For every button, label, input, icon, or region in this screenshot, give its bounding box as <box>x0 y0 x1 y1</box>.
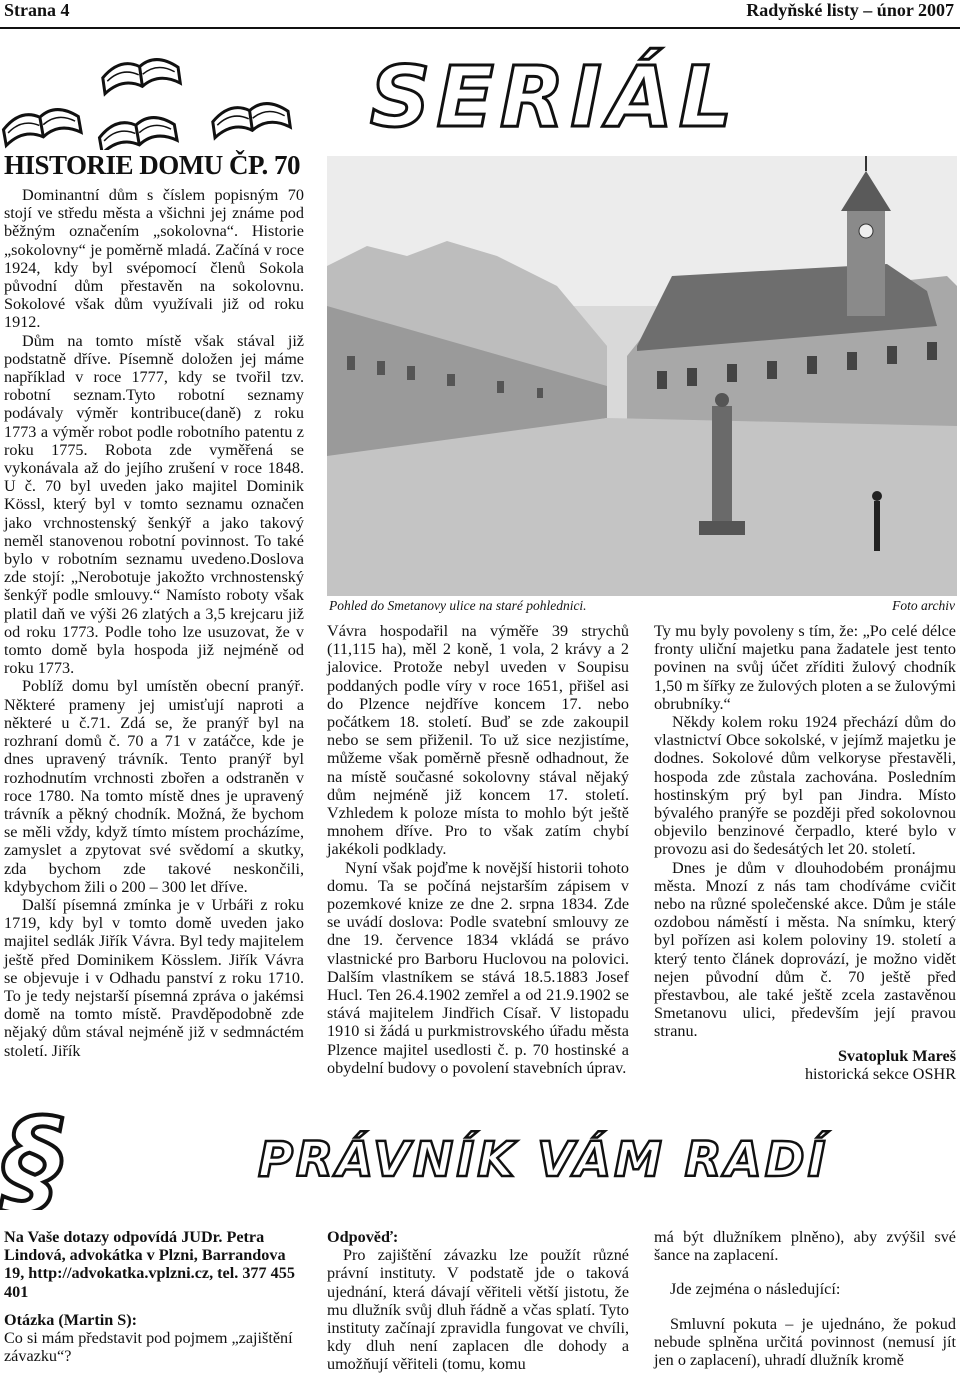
open-book-icon <box>101 57 180 94</box>
paragraph: Vávra hospodařil na výměře 39 strychů (11,115 ha), měl 2 koně, 1 vola, 2 krávy a 2 jalovice. Protože nebyl uveden v Soupisu poddaných podle víry v roce 1651, přišel asi do Plzence nejdříve koncem 17. nebo počátkem 18. století. Buď se zde zakoupil nebo se sem přiženil. To už sice nezjistíme, můžeme však poměrně přesně odhadnout, že na místě současné sokolovny stával nějaký dům nejméně již koncem 17. století. Vzhledem k poloze místa to mohlo být ještě mnohem dříve. Pro to však zatím chybí jakékoli podklady. <box>327 622 629 859</box>
paragraph: Dominantní dům s číslem popisným 70 stojí ve středu města a všichni jej známe pod běžným označením „sokolovna“. Historie „sokolovny“ je poměrně mladá. Začíná v roce 1924, kdy byl svépomocí členů Sokola původní dům přestavěn na sokolovnu. Sokolové však dům využívali již od roku 1912. <box>4 186 304 332</box>
lawyer-banner-text: PRÁVNÍK VÁM RADÍ <box>258 1132 829 1188</box>
publication-name: Radyňské listy – únor 2007 <box>746 0 954 20</box>
section-banner <box>340 44 960 144</box>
section-sign-icon: § <box>4 1106 63 1210</box>
answer-continued: má být dlužníkem plněno), aby zvýšil své šance na zaplacení. <box>654 1228 956 1265</box>
author-name: Svatopluk Mareš <box>838 1046 956 1065</box>
lawyer-column-1 <box>4 1228 304 1365</box>
lawyer-column-3 <box>654 1228 956 1369</box>
question-text: Co si mám představit pod pojmem „zajištění závazku“? <box>4 1329 293 1366</box>
article-column-2 <box>327 622 629 1077</box>
list-intro: Jde zejména o následující: <box>670 1280 841 1299</box>
lawyer-intro: Na Vaše dotazy odpovídá JUDr. Petra Lindová, advokátka v Plzni, Barrandova 19, http://advokatka.vplzni.cz, tel. 377 455 401 <box>4 1228 295 1301</box>
page-header <box>0 0 960 26</box>
article-column-1 <box>4 186 304 1060</box>
paragraph: Poblíž domu byl umístěn obecní pranýř. Některé prameny jej umisťují naproti a některé u č.71. Zdá se, že pranýř byl na rozhraní domů č. 70 a 71 v zatáčce, kde je dnes upravený trávník. Tento pranýř byl rozhodnutím vrchnosti zbořen a odstraněn v roce 1780. Na tomto místě dnes je upravený trávník a pěkný chodník. Možná, že bychom se měli vždy, když tímto místem procházíme, zamyslet a zpytovat své svědomí a skutky, zda bychom zde takové neskončili, kdybychom žili o 200 – 300 let dříve. <box>4 677 304 896</box>
article-title: HISTORIE DOMU ČP. 70 <box>4 150 301 180</box>
open-book-icon <box>98 114 177 150</box>
section-banner-text: SERIÁL <box>370 48 739 144</box>
question-heading: Otázka (Martin S): <box>4 1310 138 1329</box>
paragraph: Další písemná zmínka je v Urbáři z roku 1719, kdy byl v tomto domě uveden jako majitel sedlák Jiřík Vávra. Byl tedy majitelem ještě před Dominikem Kösslem. Jiřík Vávra se objevuje i v Odhadu panství z roku 1710. To je tedy nejstarší písemná zpráva o jakémsi domě na tomto místě. Pravděpodobně zde nějaký dům stával nejméně již v sedmnáctém století. Jiřík <box>4 895 304 1060</box>
lawyer-banner <box>0 1106 960 1210</box>
photo-credit: Foto archiv <box>892 598 955 613</box>
books-decoration <box>0 40 340 150</box>
page-number: Strana 4 <box>4 0 70 20</box>
author-signature <box>654 1047 956 1083</box>
photo-caption: Pohled do Smetanovy ulice na staré pohlednici. <box>329 598 587 613</box>
open-book-icon <box>2 106 81 146</box>
paragraph: Nyní však pojďme k novější historii tohoto domu. Ta se počíná nejstarším zápisem v pozemkové knize ze dne 2. srpna 1834. Zde se uvádí doslova: Podle svatební smlouvy ze dne 19. července 1834 vkládá se právo vlastnické pro Barboru Huclovou na polovici. Dalším vlastníkem se stává 18.5.1883 Josef Hucl. Ten 26.4.1902 zemřel a od 21.9.1902 se stává majitelem Jindřich Císař. V listopadu 1910 si žádá u purkmistrovského úřadu města Plzence majitel usedlosti č. p. 70 hostinské a obydelní budovy o povolení stavebních úprav. <box>327 858 629 1077</box>
answer-text: Pro zajištění závazku lze použít různé právní instituty. V podstatě jde o taková ujednání, která dávají věřiteli větší jistotu, že mu dlužník svůj dluh řádně a včas splatí. Tyto instituty začínají zpravidla fungovat ve chvíli, kdy dluh není zaplacen dle dohody a umožňují věřiteli (tomu, komu <box>327 1246 629 1374</box>
header-divider <box>0 27 960 29</box>
author-affiliation: historická sekce OSHR <box>804 1064 956 1083</box>
paragraph: Někdy kolem roku 1924 přechází dům do vlastnictví Obce sokolské, v jejímž majetku je dodnes. Sokolové dům velkoryse přestavěli, hospoda zde zůstala zachována. Posledním hostinským prý byl pan Jindra. Místo bývalého pranýře se později před sokolovnou objevilo benzinové čerpadlo, které bylo v provozu asi do šedesátých let 20. století. <box>654 713 956 859</box>
paragraph: Dům na tomto místě však stával již podstatně dříve. Písemně doložen jej máme například v roce 1777, kdy se tvořil tzv. robotní seznam.Tyto robotní seznamy podávaly výměr kontribuce(daně) z roku 1773 a výměr robot podle robotního patentu z roku 1775. Robota zde vyměřená se vykonávala až do jejího zrušení v roce 1848. U č. 70 byl uveden jako majitel Dominik Kössl, který byl v tomto seznamu označen jako vrchnostenský šenkýř a jako takový neměl stanovenou robotní povinnost. To také bylo v robotním seznamu uvedeno.Doslova zde stojí: „Nerobotuje jakožto vrchnostenský šenkýř podle smlouvy.“ Namísto roboty však platil daň ve výši 26 zlatých a 3,5 krejcaru již od roku 1773. Podle toho lze usuzovat, že v tomto domě byla hospoda již nejméně od roku 1773. <box>4 331 304 678</box>
lawyer-column-2 <box>327 1228 629 1374</box>
historic-photo <box>327 156 957 596</box>
open-book-icon <box>211 101 290 138</box>
contract-penalty-text: Smluvní pokuta – je ujednáno, že pokud nebude splněna určitá povinnost (nemusí jít jen o zaplacení), uhradí dlužník kromě <box>654 1314 956 1370</box>
paragraph: Ty mu byly povoleny s tím, že: „Po celé délce fronty uliční majetku pana žadatele jest tento povinen na svůj účet zříditi žulový chodník 1,50 m šířky ze žulových ploten a se žulovými obrubníky.“ <box>654 622 956 713</box>
answer-heading: Odpověď: <box>327 1228 399 1246</box>
article-column-3 <box>654 622 956 1083</box>
photo-caption-row <box>327 598 957 616</box>
paragraph: Dnes je dům v dlouhodobém pronájmu města. Mnozí z nás tam chodíváme cvičit nebo na různé společenské akce. Dům je stále ozdobou náměstí i města. Na snímku, který byl pořízen asi kolem poloviny 19. století a který tento článek doprovází, je možno vidět nejen původní dům č. 70 ještě před přestavbou, ale také ještě zcela zastavěnou Smetanovu ulici, především její pravou stranu. <box>654 858 956 1041</box>
